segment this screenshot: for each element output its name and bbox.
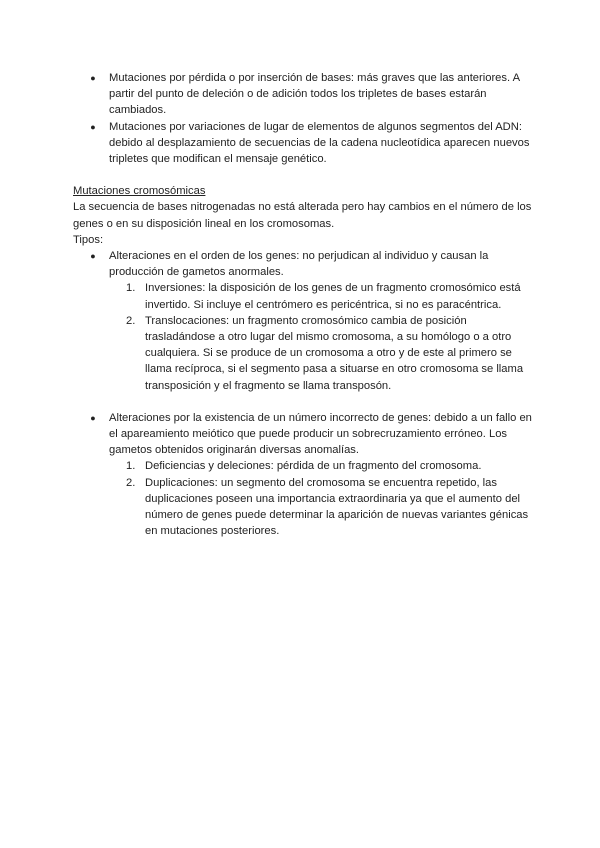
numbered-sublist-2 [73, 458, 533, 539]
numbered-item [73, 280, 533, 312]
paragraph-spacer [73, 394, 533, 410]
section-intro: La secuencia de bases nitrogenadas no está alterada pero hay cambios en el número de los genes o en su disposición lineal en los cromosomas. [73, 201, 532, 230]
types-bullet-list [73, 248, 533, 280]
types-bullet-list-2 [73, 410, 533, 459]
document-body [73, 70, 533, 539]
bullet-icon: ● [90, 412, 96, 423]
numbered-sublist [73, 280, 533, 393]
numbered-item-text: Duplicaciones: un segmento del cromosoma se encuentra repetido, las duplicaciones poseen una importancia extraordinaria ya que el aumento del número de genes puede determinar la aparición de nuevas variantes génicas en mutaciones posteriores. [145, 476, 529, 538]
numbered-item [73, 313, 533, 394]
bullet-icon: ● [90, 73, 96, 83]
intro-bullet-list [73, 70, 533, 167]
list-item [73, 70, 533, 119]
item-number: 1. [126, 460, 136, 473]
section-heading: Mutaciones cromosómicas [73, 185, 206, 198]
list-item-text: Alteraciones por la existencia de un número incorrecto de genes: debido a un fallo en el apareamiento meiótico que puede producir un sobrecruzamiento erróneo. Los gametos obtenidos originarán diversas anomalías. [109, 411, 532, 457]
types-label: Tipos: [73, 233, 104, 246]
item-number: 2. [126, 314, 136, 327]
list-item-text: Mutaciones por variaciones de lugar de elementos de algunos segmentos del ADN: debido al desplazamiento de secuencias de la cadena nucleotídica aparecen nuevos tripletes que modifican el mensaje genético. [109, 120, 530, 166]
numbered-item-text: Deficiencias y deleciones: pérdida de un fragmento del cromosoma. [145, 460, 482, 473]
numbered-item-text: Translocaciones: un fragmento cromosómico cambia de posición trasladándose a otro lugar del mismo cromosoma, a su homólogo o a otro cualquiera. Si se produce de un cromosoma a otro y de este al primero se llama recíproca, si el segmento pasa a situarse en otro cromosoma se llama transposición y el fragmento se llama transposón. [145, 314, 524, 392]
numbered-item-text: Inversiones: la disposición de los genes de un fragmento cromosómico está invertido. Si incluye el centrómero es pericéntrica, si no es paracéntrica. [145, 282, 521, 311]
list-item-text: Mutaciones por pérdida o por inserción de bases: más graves que las anteriores. A partir del punto de deleción o de adición todos los tripletes de bases estarán cambiados. [109, 72, 520, 117]
list-item [73, 248, 533, 280]
bullet-icon: ● [90, 121, 96, 132]
item-number: 1. [126, 282, 136, 295]
list-item [73, 410, 533, 459]
bullet-icon: ● [90, 251, 96, 262]
numbered-item [73, 475, 533, 540]
item-number: 2. [126, 476, 136, 489]
numbered-item [73, 458, 533, 474]
list-item [73, 119, 533, 168]
list-item-text: Alteraciones en el orden de los genes: no perjudican al individuo y causan la producción de gametos anormales. [109, 250, 489, 279]
